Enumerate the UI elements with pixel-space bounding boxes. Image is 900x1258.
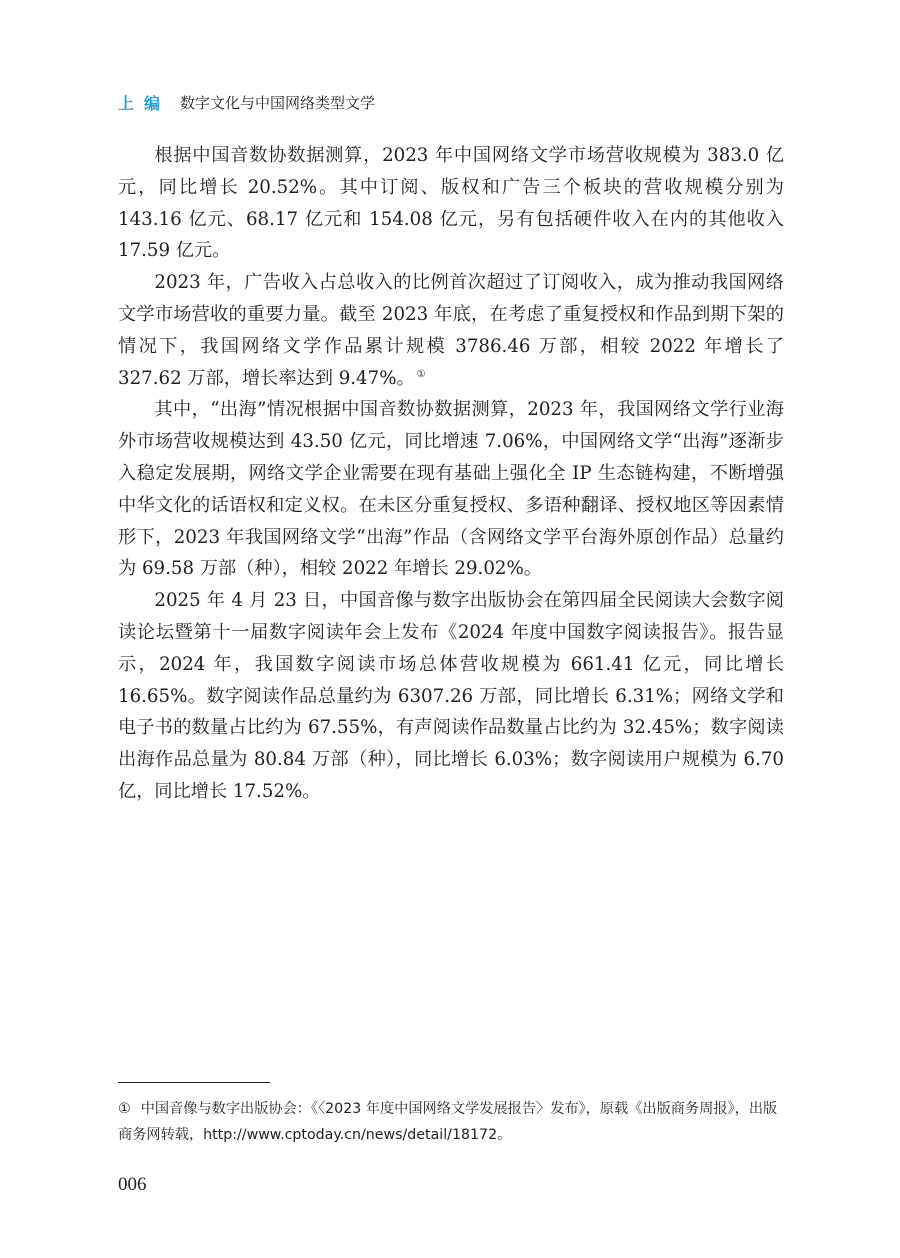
paragraph-3-text: 其中，“出海”情况根据中国音数协数据测算，2023 年，我国网络文学行业海外市场营收规模达到 43.50 亿元，同比增速 7.06%，中国网络文学“出海”逐渐步入稳定发展期，网络文学企业需要在现有基础上强化全 IP 生态链构建，不断增强中华文化的话语权和定义权。在未区分重复授权、多语种翻译、授权地区等因素情形下，2023 年我国网络文学“出海”作品（含网络文学平台海外原创作品）总量约为 69.58 万部（种），相较 2022 年增长 29.02%。 <box>118 399 784 580</box>
footnote-text: 中国音像与数字出版协会：《〈2023 年度中国网络文学发展报告〉发布》，原载《出版商务周报》，出版商务网转载，http://www.cptoday.cn/news/detail/18172。 <box>118 1101 778 1143</box>
footnote-divider <box>118 1082 270 1083</box>
footnote <box>118 1096 784 1148</box>
footnote-reference[interactable]: ① <box>416 368 426 380</box>
page-number: 006 <box>118 1174 147 1195</box>
paragraph-1 <box>118 140 784 267</box>
paragraph-2 <box>118 267 784 394</box>
paragraph-4-text: 2025 年 4 月 23 日，中国音像与数字出版协会在第四届全民阅读大会数字阅读论坛暨第十一届数字阅读年会上发布《2024 年度中国数字阅读报告》。报告显示，2024 年，我国数字阅读市场总体营收规模为 661.41 亿元，同比增长 16.65%。数字阅读作品总量约为 6307.26 万部，同比增长 6.31%；网络文学和电子书的数量占比约为 67.55%，有声阅读作品数量占比约为 32.45%；数字阅读出海作品总量为 80.84 万部（种），同比增长 6.03%；数字阅读用户规模为 6.70 亿，同比增长 17.52%。 <box>118 590 784 802</box>
part-label: 上编 <box>118 93 171 113</box>
chapter-title: 数字文化与中国网络类型文学 <box>180 93 376 112</box>
paragraph-3 <box>118 394 784 585</box>
paragraph-4 <box>118 585 784 808</box>
body-text <box>118 140 784 808</box>
paragraph-1-text: 根据中国音数协数据测算，2023 年中国网络文学市场营收规模为 383.0 亿元，同比增长 20.52%。其中订阅、版权和广告三个板块的营收规模分别为 143.16 亿元、68.17 亿元和 154.08 亿元，另有包括硬件收入在内的其他收入 17.59 亿元。 <box>118 145 784 262</box>
running-header <box>118 90 375 114</box>
footnote-marker: ① <box>118 1101 131 1117</box>
paragraph-2-text: 2023 年，广告收入占总收入的比例首次超过了订阅收入，成为推动我国网络文学市场营收的重要力量。截至 2023 年底，在考虑了重复授权和作品到期下架的情况下，我国网络文学作品累计规模 3786.46 万部，相较 2022 年增长了 327.62 万部，增长率达到 9.47%。 <box>118 272 784 389</box>
